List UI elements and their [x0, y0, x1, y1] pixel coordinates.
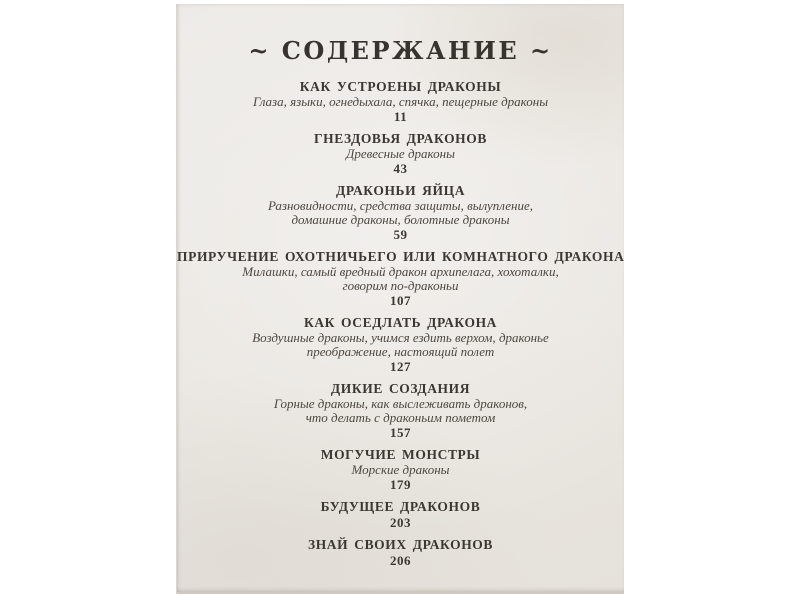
toc-entry	[177, 536, 624, 568]
toc-entry	[177, 78, 624, 124]
toc-entry-subtitle	[177, 397, 624, 425]
toc-entry	[177, 248, 624, 308]
toc-entry-subtitle-line: домашние драконы, болотные драконы	[291, 212, 510, 227]
toc-entry-subtitle	[177, 331, 624, 359]
toc-entry-page-number: 43	[393, 161, 408, 176]
toc-entry-chapter-title: КАК ОСЕДЛАТЬ ДРАКОНА	[303, 315, 498, 330]
toc-entry-page-number: 203	[390, 515, 411, 530]
toc-entry-subtitle	[177, 463, 624, 477]
toc-entry-page-number: 107	[390, 293, 411, 308]
toc-entry	[177, 380, 624, 440]
book-page-scan	[176, 4, 624, 594]
toc-entry-subtitle-line: Милашки, самый вредный дракон архипелага, хохоталки,	[242, 264, 559, 279]
toc-entry-page-number: 11	[393, 109, 408, 124]
toc-entry-chapter-title: ДИКИЕ СОЗДАНИЯ	[330, 381, 471, 396]
toc-entry	[177, 446, 624, 492]
toc-entry-page-number: 59	[393, 227, 408, 242]
toc-entry-chapter-title: ГНЕЗДОВЬЯ ДРАКОНОВ	[313, 131, 487, 146]
toc-entries-list	[177, 78, 624, 568]
toc-entry	[177, 498, 624, 530]
toc-entry	[177, 182, 624, 242]
toc-entry-subtitle-line: Древесные драконы	[346, 146, 455, 161]
toc-entry-page-number: 127	[390, 359, 411, 374]
toc-entry-subtitle-line: преображение, настоящий полет	[306, 344, 495, 359]
toc-entry-page-number: 157	[390, 425, 411, 440]
toc-entry-subtitle-line: Морские драконы	[351, 462, 450, 477]
toc-entry-page-number: 206	[390, 553, 411, 568]
toc-entry-chapter-title: ЗНАЙ СВОИХ ДРАКОНОВ	[307, 537, 494, 552]
toc-entry-subtitle	[177, 265, 624, 293]
toc-entry-subtitle-line: Горные драконы, как выслеживать драконов,	[273, 396, 528, 411]
toc-entry-subtitle-line: что делать с драконьим пометом	[305, 410, 496, 425]
toc-entry	[177, 130, 624, 176]
toc-entry-subtitle-line: говорим по-драконьи	[342, 278, 459, 293]
toc-entry	[177, 314, 624, 374]
toc-entry-subtitle	[177, 147, 624, 161]
toc-entry-page-number: 179	[390, 477, 411, 492]
toc-page-title: ~ СОДЕРЖАНИЕ ~	[248, 36, 553, 65]
toc-entry-chapter-title: ДРАКОНЬИ ЯЙЦА	[335, 183, 466, 198]
toc-entry-chapter-title: МОГУЧИЕ МОНСТРЫ	[320, 447, 481, 462]
toc-entry-chapter-title: БУДУЩЕЕ ДРАКОНОВ	[320, 499, 481, 514]
toc-entry-subtitle-line: Разновидности, средства защиты, вылупление,	[267, 198, 534, 213]
toc-entry-subtitle-line: Глаза, языки, огнедыхала, спячка, пещерные драконы	[252, 94, 548, 109]
toc-entry-chapter-title: КАК УСТРОЕНЫ ДРАКОНЫ	[299, 79, 502, 94]
toc-entry-subtitle-line: Воздушные драконы, учимся ездить верхом, драконье	[252, 330, 549, 345]
toc-entry-subtitle	[177, 199, 624, 227]
toc-entry-chapter-title: ПРИРУЧЕНИЕ ОХОТНИЧЬЕГО ИЛИ КОМНАТНОГО ДРАКОНА	[177, 249, 625, 264]
toc-entry-subtitle	[177, 95, 624, 109]
